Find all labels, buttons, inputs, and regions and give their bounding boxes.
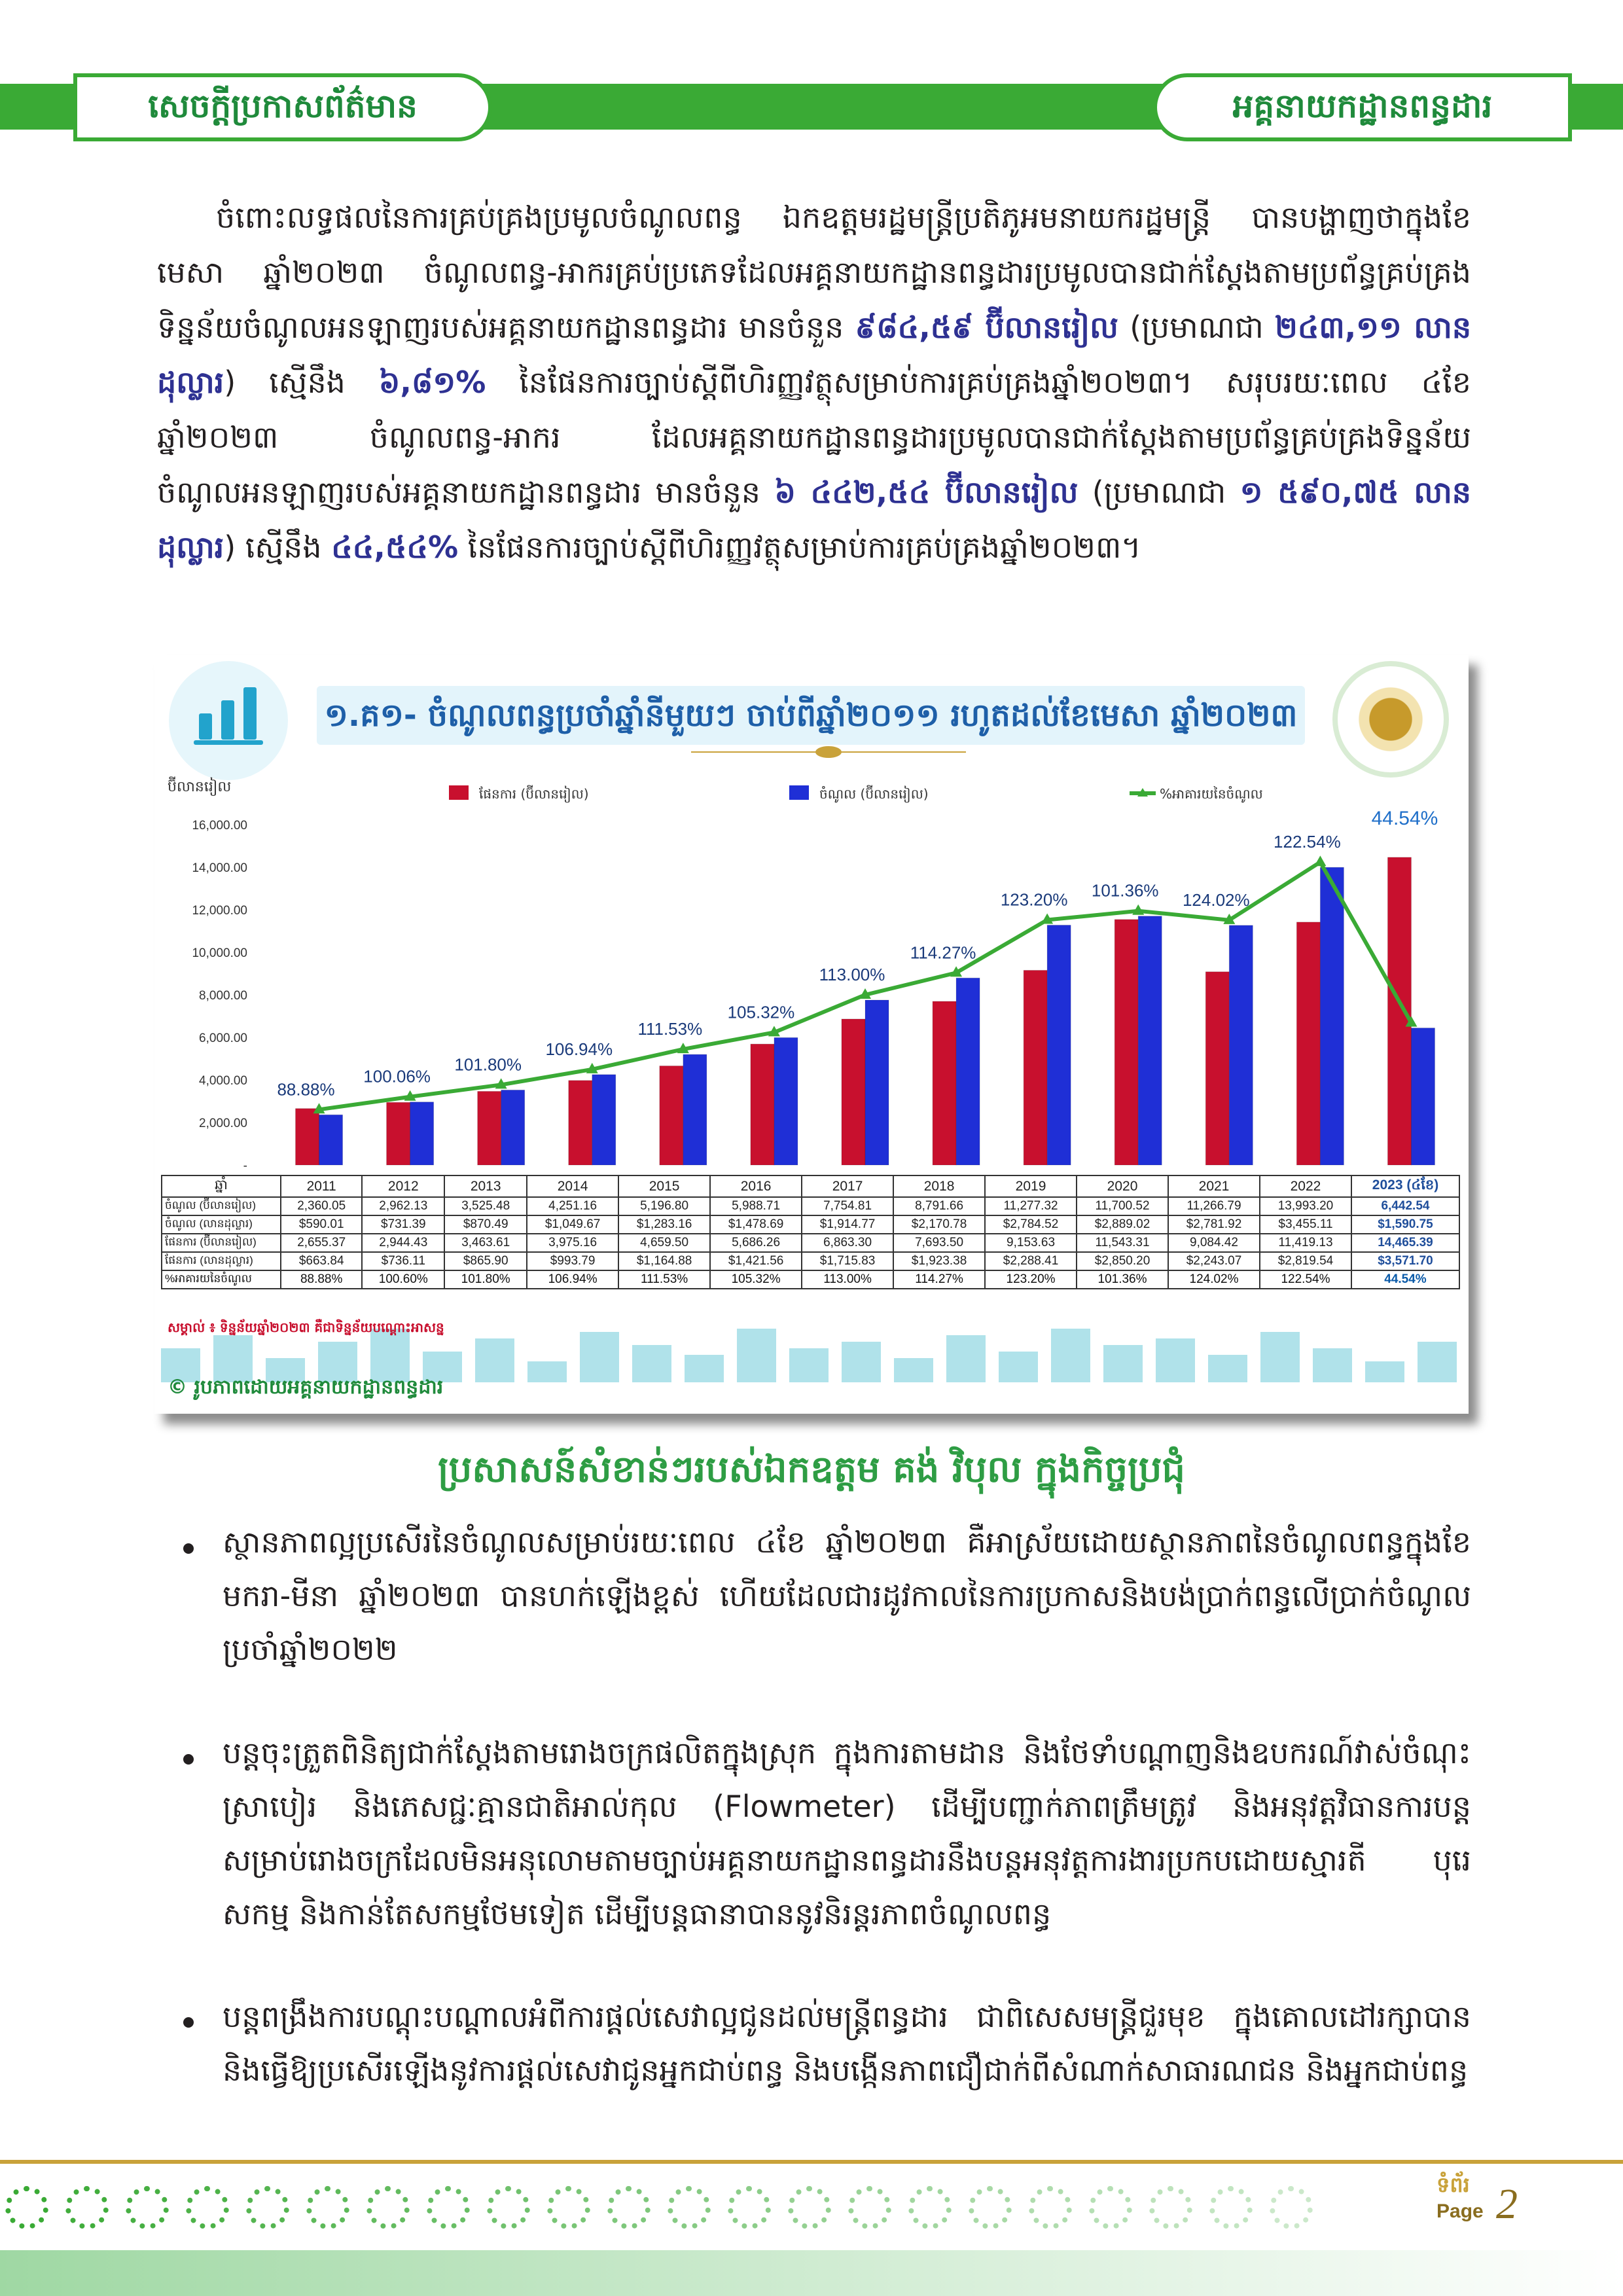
ratio-label: 122.54% [1274,832,1341,852]
footer-ornament-motif [65,2186,109,2229]
ratio-label: 100.06% [363,1066,431,1086]
footer-ornament-motif [668,2186,711,2229]
ratio-label: 44.54% [1371,808,1438,829]
table-cell: 100.60% [362,1270,444,1289]
revenue-bar [956,978,980,1165]
footer-ornament-motif [1089,2186,1132,2229]
table-cell: $1,715.83 [802,1252,893,1270]
skyline-building [1418,1342,1457,1388]
table-cell: 11,419.13 [1260,1234,1351,1252]
revenue-bar [774,1037,798,1165]
footer-ornament-motif [306,2186,349,2229]
footer-ornament-motif [1029,2186,1072,2229]
table-cell: 2,962.13 [362,1197,444,1215]
table-cell: 8,791.66 [893,1197,985,1215]
table-cell: 7,693.50 [893,1234,985,1252]
ratio-label: 123.20% [1000,889,1068,910]
footer-ornament-motif [1209,2186,1253,2229]
plan-bar [751,1044,774,1165]
revenue-infographic [154,655,1469,1414]
table-cell: $3,571.70 [1351,1252,1459,1270]
footer-ornament-motif [427,2186,470,2229]
figure-credit: © រូបភាពដោយអគ្គនាយកដ្ឋានពន្ធដារ [168,1376,444,1399]
footer-ornament-motif [246,2186,289,2229]
plan-bar [1205,972,1229,1165]
highlight-month-usd: ២៤៣,១១ លានដុល្លារ [157,310,1472,400]
table-cell: 11,543.31 [1077,1234,1168,1252]
y-tick-label: - [243,1159,247,1173]
skyline-building [1260,1332,1300,1388]
table-cell: $2,288.41 [985,1252,1077,1270]
footer-ornament-motif [848,2186,891,2229]
ratio-label: 106.94% [545,1039,613,1059]
table-cell: 5,196.80 [618,1197,710,1215]
table-row-label: ចំណូល (លានដុល្លារ) [162,1215,281,1234]
skyline-building [580,1332,619,1388]
y-tick-label: 16,000.00 [192,819,247,833]
skyline-building [1103,1345,1143,1388]
revenue-bar [410,1102,434,1165]
footer-ornament-motif [126,2186,169,2229]
legend-label: ផែនការ (ប៊ីលានរៀល) [479,786,589,802]
footer-ornament-motif [487,2186,530,2229]
table-cell: $1,164.88 [618,1252,710,1270]
ratio-label: 113.00% [819,964,885,984]
plan-bar [1387,857,1411,1165]
table-row-label: ចំណូល (ប៊ីលានរៀល) [162,1197,281,1215]
legend-swatch [789,785,809,800]
ratio-label: 124.02% [1182,889,1250,910]
y-axis-unit: ប៊ីលានរៀល [168,779,232,795]
highlight-4m-pct: ៤៤,៥៤% [331,529,459,565]
skyline-building [632,1345,671,1388]
skyline-building [1051,1329,1090,1388]
table-cell: 5,988.71 [710,1197,802,1215]
y-tick-label: 12,000.00 [192,904,247,918]
footer-ornament [0,2179,1374,2238]
section-heading: ប្រសាសន៍សំខាន់ៗរបស់ឯកឧត្តម គង់ វិបុល ក្នុងកិច្ចប្រជុំ [438,1448,1185,1491]
revenue-bar [1411,1028,1435,1165]
legend-swatch [449,785,469,800]
table-year-cell: 2019 [985,1175,1077,1197]
table-cell: $1,478.69 [710,1215,802,1234]
plan-bar [1296,922,1320,1165]
bullet-dot [183,2017,194,2028]
table-cell: 124.02% [1168,1270,1260,1289]
page-number: 2 [1496,2180,1518,2228]
bullet-item-3: បន្តពង្រឹងការបណ្តុះបណ្តាលអំពីការផ្តល់សេវាល្អជូនដល់មន្ត្រីពន្ធដារ ជាពិសេសមន្ត្រីជួរមុខ ក្នុងគោលដៅរក្សាបាន និងធ្វើឱ្យប្រសើរឡើងនូវការផ្តល់សេវាជូនអ្នកជាប់ពន្ធ និងបង្កើនភាពជឿជាក់ពីសំណាក់សាធារណជន និងអ្នកជាប់ពន្ធ [223,1999,1471,2088]
revenue-bar [592,1075,616,1165]
table-cell: 5,686.26 [710,1234,802,1252]
plan-bar [1115,920,1138,1165]
table-cell: 88.88% [281,1270,362,1289]
bullet-item-1: ស្ថានភាពល្អប្រសើរនៃចំណូលសម្រាប់រយៈពេល ៤ខែ ឆ្នាំ២០២៣ គឺអាស្រ័យដោយស្ថានភាពនៃចំណូលពន្ធក្នុងខែមករា-មីនា ឆ្នាំ២០២៣ បានហក់ឡើងខ្ពស់ ហើយដែលជារដូវកាលនៃការប្រកាសនិងបង់ប្រាក់ពន្ធលើប្រាក់ចំណូល ប្រចាំឆ្នាំ២០២២ [223,1524,1471,1667]
table-cell: 111.53% [618,1270,710,1289]
table-year-cell: 2020 [1077,1175,1168,1197]
table-year-cell: 2014 [527,1175,618,1197]
table-year-cell: 2021 [1168,1175,1260,1197]
revenue-bar [865,1000,889,1165]
figure-note: សម្គាល់ ៖ ទិន្នន័យឆ្នាំ២០២៣ គឺជាទិន្នន័យបណ្ដោះអាសន្ន [168,1319,444,1335]
table-row [162,1270,1459,1289]
ratio-label: 101.36% [1091,880,1159,901]
table-cell: 123.20% [985,1270,1077,1289]
table-cell: 3,975.16 [527,1234,618,1252]
revenue-bar [1320,867,1344,1165]
table-cell: 7,754.81 [802,1197,893,1215]
revenue-bar [1229,925,1253,1165]
table-cell: $1,914.77 [802,1215,893,1234]
footer-ornament-motif [1149,2186,1192,2229]
table-cell: $993.79 [527,1252,618,1270]
table-cell: 6,863.30 [802,1234,893,1252]
table-year-cell: 2018 [893,1175,985,1197]
plan-bar [933,1001,956,1165]
table-cell: $590.01 [281,1215,362,1234]
ratio-label: 114.27% [910,942,976,963]
y-tick-label: 14,000.00 [192,861,247,875]
table-cell: $731.39 [362,1215,444,1234]
table-cell: 9,153.63 [985,1234,1077,1252]
plan-bar [387,1102,410,1165]
footer-ornament-motif [5,2186,48,2229]
table-year-cell: 2011 [281,1175,362,1197]
bar-chart-icon [169,661,288,780]
ratio-label: 111.53% [637,1019,703,1039]
table-cell: 2,944.43 [362,1234,444,1252]
header-right-title: អគ្គនាយកដ្ឋានពន្ធដារ [1153,73,1572,141]
footer-ornament-motif [969,2186,1012,2229]
gdt-seal-logo [1332,661,1449,778]
table-cell: 6,442.54 [1351,1197,1459,1215]
footer-ornament-motif [1270,2186,1313,2229]
revenue-bar [1047,925,1071,1165]
table-cell: $2,850.20 [1077,1252,1168,1270]
footer-ornament-motif [366,2186,410,2229]
ratio-label: 101.80% [454,1054,522,1075]
footer-ornament-motif [728,2186,771,2229]
revenue-chart [154,779,1469,1175]
ratio-marker [1314,855,1326,866]
skyline-building [475,1338,514,1388]
bullet-dot [183,1543,194,1554]
table-year-cell: 2015 [618,1175,710,1197]
y-tick-label: 8,000.00 [199,989,247,1003]
table-cell: $2,889.02 [1077,1215,1168,1234]
y-tick-label: 10,000.00 [192,946,247,960]
table-row-label: ផែនការ (លានដុល្លារ) [162,1252,281,1270]
highlight-4m-riel: ៦ ៤៤២,៥៤ ប៊ីលានរៀល [774,475,1079,510]
table-year-cell: 2016 [710,1175,802,1197]
skyline-building [946,1335,986,1388]
y-tick-label: 4,000.00 [199,1074,247,1088]
skyline-building [737,1329,776,1388]
highlight-month-pct: ៦,៨១% [378,365,486,400]
footer-ornament-motif [788,2186,831,2229]
table-cell: $1,049.67 [527,1215,618,1234]
table-cell: 114.27% [893,1270,985,1289]
plan-bar [569,1081,592,1165]
table-row [162,1252,1459,1270]
table-cell: 4,251.16 [527,1197,618,1215]
footer-ornament-motif [547,2186,590,2229]
table-year-cell: 2017 [802,1175,893,1197]
table-year-cell: 2013 [444,1175,527,1197]
highlight-4m-usd: ១ ៥៩០,៧៥ លានដុល្លារ [157,475,1471,565]
skyline-building [1156,1338,1195,1388]
table-year-cell: 2012 [362,1175,444,1197]
skyline-building [1313,1348,1352,1388]
table-cell: 2,360.05 [281,1197,362,1215]
table-cell: 9,084.42 [1168,1234,1260,1252]
title-ornament-dot [815,746,842,758]
intro-paragraph: ចំពោះលទ្ធផលនៃការគ្រប់គ្រងប្រមូលចំណូលពន្ធ ឯកឧត្តមរដ្ឋមន្ត្រីប្រតិភូអមនាយករដ្ឋមន្ត្រី បានបង្ហាញថាក្នុងខែមេសា ឆ្នាំ២០២៣ ចំណូលពន្ធ-អាករគ្រប់ប្រភេទដែលអគ្គនាយកដ្ឋានពន្ធដារប្រមូលបានជាក់ស្តែងតាមប្រព័ន្ធគ្រប់គ្រងទិន្នន័យចំណូលអនឡាញរបស់អគ្គនាយកដ្ឋានពន្ធដារ មានចំនួន ៩៨៤,៥៩ ប៊ីលានរៀល (ប្រមាណជា ២៤៣,១១ លានដុល្លារ) ស្មើនឹង ៦,៨១% នៃផែនការច្បាប់ស្តីពីហិរញ្ញវត្ថុសម្រាប់ការគ្រប់គ្រងឆ្នាំ២០២៣។ សរុបរយៈពេល ៤ខែ ឆ្នាំ២០២៣ ចំណូលពន្ធ-អាករ ដែលអគ្គនាយកដ្ឋានពន្ធដារប្រមូលបានជាក់ស្តែងតាមប្រព័ន្ធគ្រប់គ្រងទិន្នន័យចំណូលអនឡាញរបស់អគ្គនាយកដ្ឋានពន្ធដារ មានចំនួន ៦ ៤៤២,៥៤ ប៊ីលានរៀល (ប្រមាណជា ១ ៥៩០,៧៥ លានដុល្លារ) ស្មើនឹង ៤៤,៥៤% នៃផែនការច្បាប់ស្តីពីហិរញ្ញវត្ថុសម្រាប់ការគ្រប់គ្រងឆ្នាំ២០២៣។ [157,200,1472,565]
y-tick-label: 2,000.00 [199,1117,247,1130]
footer-line [0,2160,1623,2164]
table-row [162,1215,1459,1234]
plan-bar [1024,971,1047,1165]
table-cell: $2,170.78 [893,1215,985,1234]
table-cell: $2,781.92 [1168,1215,1260,1234]
table-row [162,1197,1459,1215]
table-cell: 101.36% [1077,1270,1168,1289]
table-year-cell: 2022 [1260,1175,1351,1197]
revenue-bar [319,1115,343,1165]
table-header-row [162,1175,1459,1197]
table-cell: 113.00% [802,1270,893,1289]
revenue-bar [683,1054,707,1165]
bullet-item-2: បន្តចុះត្រួតពិនិត្យជាក់ស្តែងតាមរោងចក្រផលិតក្នុងស្រុក ក្នុងការតាមដាន និងថែទាំបណ្តាញនិងឧបករណ៍វាស់ចំណុះស្រាបៀរ និងភេសជ្ជៈគ្មានជាតិអាល់កុល (Flowmeter) ដើម្បីបញ្ជាក់ភាពត្រឹមត្រូវ និងអនុវត្តវិធានការបន្តសម្រាប់រោងចក្រដែលមិនអនុលោមតាមច្បាប់អគ្គនាយកដ្ឋានពន្ធដារនឹងបន្តអនុវត្តការងារប្រកបដោយស្មារតី បុរេសកម្ម និងកាន់តែសកម្មថែមទៀត ដើម្បីបន្តធានាបាននូវនិរន្តរភាពចំណូលពន្ធ [223,1735,1471,1931]
table-cell: 4,659.50 [618,1234,710,1252]
ratio-label: 88.88% [277,1079,335,1100]
table-cell: 3,525.48 [444,1197,527,1215]
legend-label: ចំណូល (ប៊ីលានរៀល) [819,786,929,802]
revenue-data-table [161,1175,1460,1289]
table-cell: 106.94% [527,1270,618,1289]
table-cell: $865.90 [444,1252,527,1270]
table-cell: 11,277.32 [985,1197,1077,1215]
page-label: Page [1436,2200,1484,2222]
table-row-label: ផែនការ (ប៊ីលានរៀល) [162,1234,281,1252]
footer-gradient-band [0,2250,1623,2296]
table-cell: 2,655.37 [281,1234,362,1252]
table-cell: $736.11 [362,1252,444,1270]
table-row [162,1234,1459,1252]
revenue-bar [501,1090,525,1165]
skyline-building [842,1342,881,1388]
plan-bar [296,1109,319,1165]
table-cell: 3,463.61 [444,1234,527,1252]
table-cell: 14,465.39 [1351,1234,1459,1252]
plan-bar [478,1091,501,1165]
page-label-kh: ទំព័រ [1436,2172,1470,2197]
revenue-bar [1138,916,1162,1165]
table-cell: 101.80% [444,1270,527,1289]
table-cell: 13,993.20 [1260,1197,1351,1215]
ratio-label: 105.32% [727,1002,795,1022]
table-header-label: ឆ្នាំ [162,1175,281,1197]
table-cell: 122.54% [1260,1270,1351,1289]
table-cell: $3,455.11 [1260,1215,1351,1234]
table-cell: $663.84 [281,1252,362,1270]
table-cell: $2,243.07 [1168,1252,1260,1270]
footer-ornament-motif [186,2186,229,2229]
table-cell: $870.49 [444,1215,527,1234]
table-cell: 11,266.79 [1168,1197,1260,1215]
table-cell: 105.32% [710,1270,802,1289]
legend-label: %អាគារយនៃចំណូល [1160,786,1263,802]
table-cell: $1,590.75 [1351,1215,1459,1234]
table-cell: $1,923.38 [893,1252,985,1270]
table-row-label: %អាគារយនៃចំណូល [162,1270,281,1289]
table-cell: $2,819.54 [1260,1252,1351,1270]
bullet-dot [183,1754,194,1765]
plan-bar [842,1019,865,1165]
table-year-cell: 2023 (៤ខែ) [1351,1175,1459,1197]
table-cell: $1,283.16 [618,1215,710,1234]
figure-title: ១.គ១- ចំណូលពន្ធប្រចាំឆ្នាំនីមួយៗ ចាប់ពីឆ្នាំ២០១១ រហូតដល់ខែមេសា ឆ្នាំ២០២៣ [317,686,1305,745]
table-cell: 44.54% [1351,1270,1459,1289]
table-cell: $1,421.56 [710,1252,802,1270]
footer-ornament-motif [607,2186,651,2229]
skyline-building [789,1348,829,1388]
y-tick-label: 6,000.00 [199,1031,247,1045]
plan-bar [660,1066,683,1165]
header-left-title: សេចក្តីប្រកាសព័ត៌មាន [73,73,492,141]
footer-ornament-motif [908,2186,952,2229]
table-cell: 11,700.52 [1077,1197,1168,1215]
table-cell: $2,784.52 [985,1215,1077,1234]
highlight-month-riel: ៩៨៤,៥៩ ប៊ីលានរៀល [855,310,1118,345]
